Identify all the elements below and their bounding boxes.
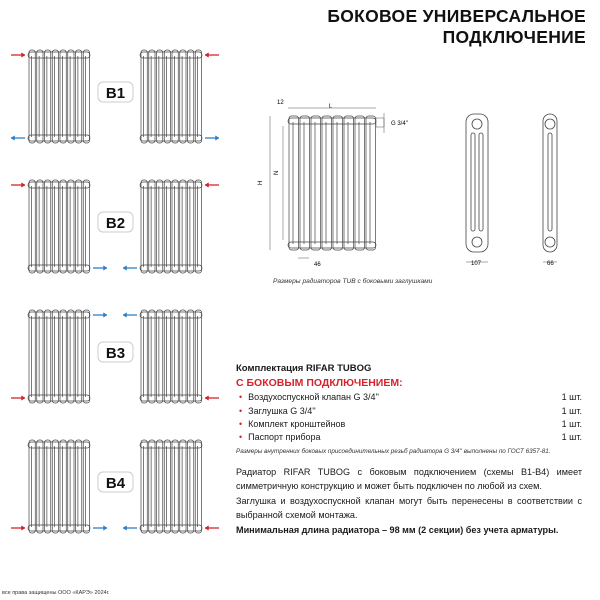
- return-arrow-icon: [93, 526, 107, 530]
- return-arrow-icon: [93, 313, 107, 317]
- bullet-icon: •: [239, 432, 243, 443]
- dim-66: 66: [547, 261, 554, 267]
- radiator-section: [68, 310, 74, 403]
- radiator-section: [83, 310, 89, 403]
- radiator-section: [60, 310, 66, 403]
- return-arrow-icon: [123, 526, 137, 530]
- supply-arrow-icon: [11, 526, 25, 530]
- radiator-section: [68, 440, 74, 533]
- nipple-bottom: [472, 237, 482, 247]
- radiator-section: [29, 310, 35, 403]
- kit-item-qty: 1 шт.: [561, 432, 582, 443]
- kit-item: [236, 392, 582, 402]
- supply-arrow-icon: [205, 396, 219, 400]
- radiator-section: [52, 310, 58, 403]
- radiator-section: [366, 116, 376, 250]
- radiator: [28, 310, 90, 403]
- scheme-label-text: B1: [105, 85, 126, 102]
- kit-item: [236, 406, 582, 416]
- drawing-caption: Размеры радиаторов TUB с боковыми заглушками: [273, 278, 433, 285]
- kit-item-qty: 1 шт.: [561, 418, 582, 429]
- dim-107: 107: [471, 261, 482, 267]
- scheme-label-text: B3: [105, 345, 126, 362]
- nipple-bottom: [545, 237, 555, 247]
- radiator-section: [195, 440, 201, 533]
- radiator-section: [141, 440, 147, 533]
- kit-section: [236, 363, 582, 455]
- radiator-section: [172, 310, 178, 403]
- radiator-section: [322, 116, 332, 250]
- kit-subtitle: С БОКОВЫМ ПОДКЛЮЧЕНИЕМ:: [236, 377, 403, 389]
- description-p2: Заглушка и воздухоспускной клапан могут быть перенесены в соответствии с выбранной схемой монтажа.: [236, 495, 582, 521]
- dim-h: H: [258, 180, 264, 185]
- radiator-section: [164, 440, 170, 533]
- dimension-drawing: [0, 0, 600, 290]
- thread-note: Размеры внутренних боковых присоединительных резьб радиатора G 3/4'' выполнены по ГОСТ 6357-81.: [236, 448, 551, 456]
- scheme-label-b4: [98, 472, 133, 492]
- radiator-section: [52, 440, 58, 533]
- scheme-label-text: B4: [105, 475, 126, 492]
- kit-item-name: Заглушка G 3/4'': [248, 405, 316, 416]
- radiator-section: [45, 440, 51, 533]
- radiator-section: [157, 310, 163, 403]
- scheme-label-b3: [98, 342, 133, 362]
- dim-46: 46: [314, 262, 321, 268]
- return-arrow-icon: [123, 313, 137, 317]
- dim-l: L: [329, 104, 333, 110]
- kit-item-name: Воздухоспускной клапан G 3/4'': [248, 392, 379, 403]
- radiator: [288, 116, 376, 250]
- tube: [479, 133, 483, 231]
- kit-item: [236, 432, 582, 442]
- dim-thread: G 3/4'': [391, 121, 408, 127]
- supply-arrow-icon: [11, 396, 25, 400]
- radiator-section: [76, 440, 82, 533]
- radiator-section: [76, 310, 82, 403]
- description-p1: Радиатор RIFAR TUBOG с боковым подключением (схемы В1-В4) имеет симметричную конструкцию и может быть подключен по любой из схем.: [236, 467, 582, 492]
- radiator-section: [289, 116, 299, 250]
- scheme-label-text: B2: [105, 215, 126, 232]
- kit-item-qty: 1 шт.: [561, 405, 582, 416]
- bullet-icon: •: [239, 392, 243, 403]
- nipple-top: [472, 119, 482, 129]
- radiator-section: [188, 310, 194, 403]
- radiator-section: [300, 116, 310, 250]
- radiator: [140, 440, 202, 533]
- supply-arrow-icon: [205, 526, 219, 530]
- radiator-section: [344, 116, 354, 250]
- radiator-section: [149, 310, 155, 403]
- nipple-top: [545, 119, 555, 129]
- radiator-section: [37, 310, 43, 403]
- bullet-icon: •: [239, 418, 243, 429]
- radiator-section: [83, 440, 89, 533]
- bullet-icon: •: [239, 405, 243, 416]
- title-line-2: ПОДКЛЮЧЕНИЕ: [442, 27, 586, 47]
- radiator-section: [37, 440, 43, 533]
- kit-item: [236, 419, 582, 429]
- kit-item-name: Комплект кронштейнов: [248, 418, 346, 429]
- radiator-section: [29, 440, 35, 533]
- kit-item-qty: 1 шт.: [561, 392, 582, 403]
- radiator-section: [180, 440, 186, 533]
- kit-title: Комплектация RIFAR TUBOG: [236, 363, 372, 374]
- radiator-section: [149, 440, 155, 533]
- copyright: все права защищены ООО «КАРЭ» 2024г.: [2, 590, 110, 596]
- tube: [548, 133, 552, 231]
- radiator-section: [60, 440, 66, 533]
- radiator-section: [195, 310, 201, 403]
- description-p3: Минимальная длина радиатора – 98 мм (2 секции) без учета арматуры.: [236, 524, 559, 535]
- radiator: [28, 440, 90, 533]
- kit-item-name: Паспорт прибора: [248, 432, 321, 443]
- side-views: [466, 114, 557, 252]
- radiator-section: [188, 440, 194, 533]
- radiator-section: [45, 310, 51, 403]
- dim-12: 12: [277, 100, 284, 106]
- description: [236, 465, 582, 537]
- radiator-section: [355, 116, 365, 250]
- radiator-section: [180, 310, 186, 403]
- radiator-section: [333, 116, 343, 250]
- radiator-section: [311, 116, 321, 250]
- title-line-1: БОКОВОЕ УНИВЕРСАЛЬНОЕ: [327, 6, 586, 26]
- radiator-section: [172, 440, 178, 533]
- radiator: [140, 310, 202, 403]
- tube: [471, 133, 475, 231]
- thread-fitting: [376, 118, 384, 127]
- side-view-107: [466, 114, 488, 252]
- radiator-section: [141, 310, 147, 403]
- radiator-section: [157, 440, 163, 533]
- dim-n: N: [274, 170, 280, 175]
- radiator-section: [164, 310, 170, 403]
